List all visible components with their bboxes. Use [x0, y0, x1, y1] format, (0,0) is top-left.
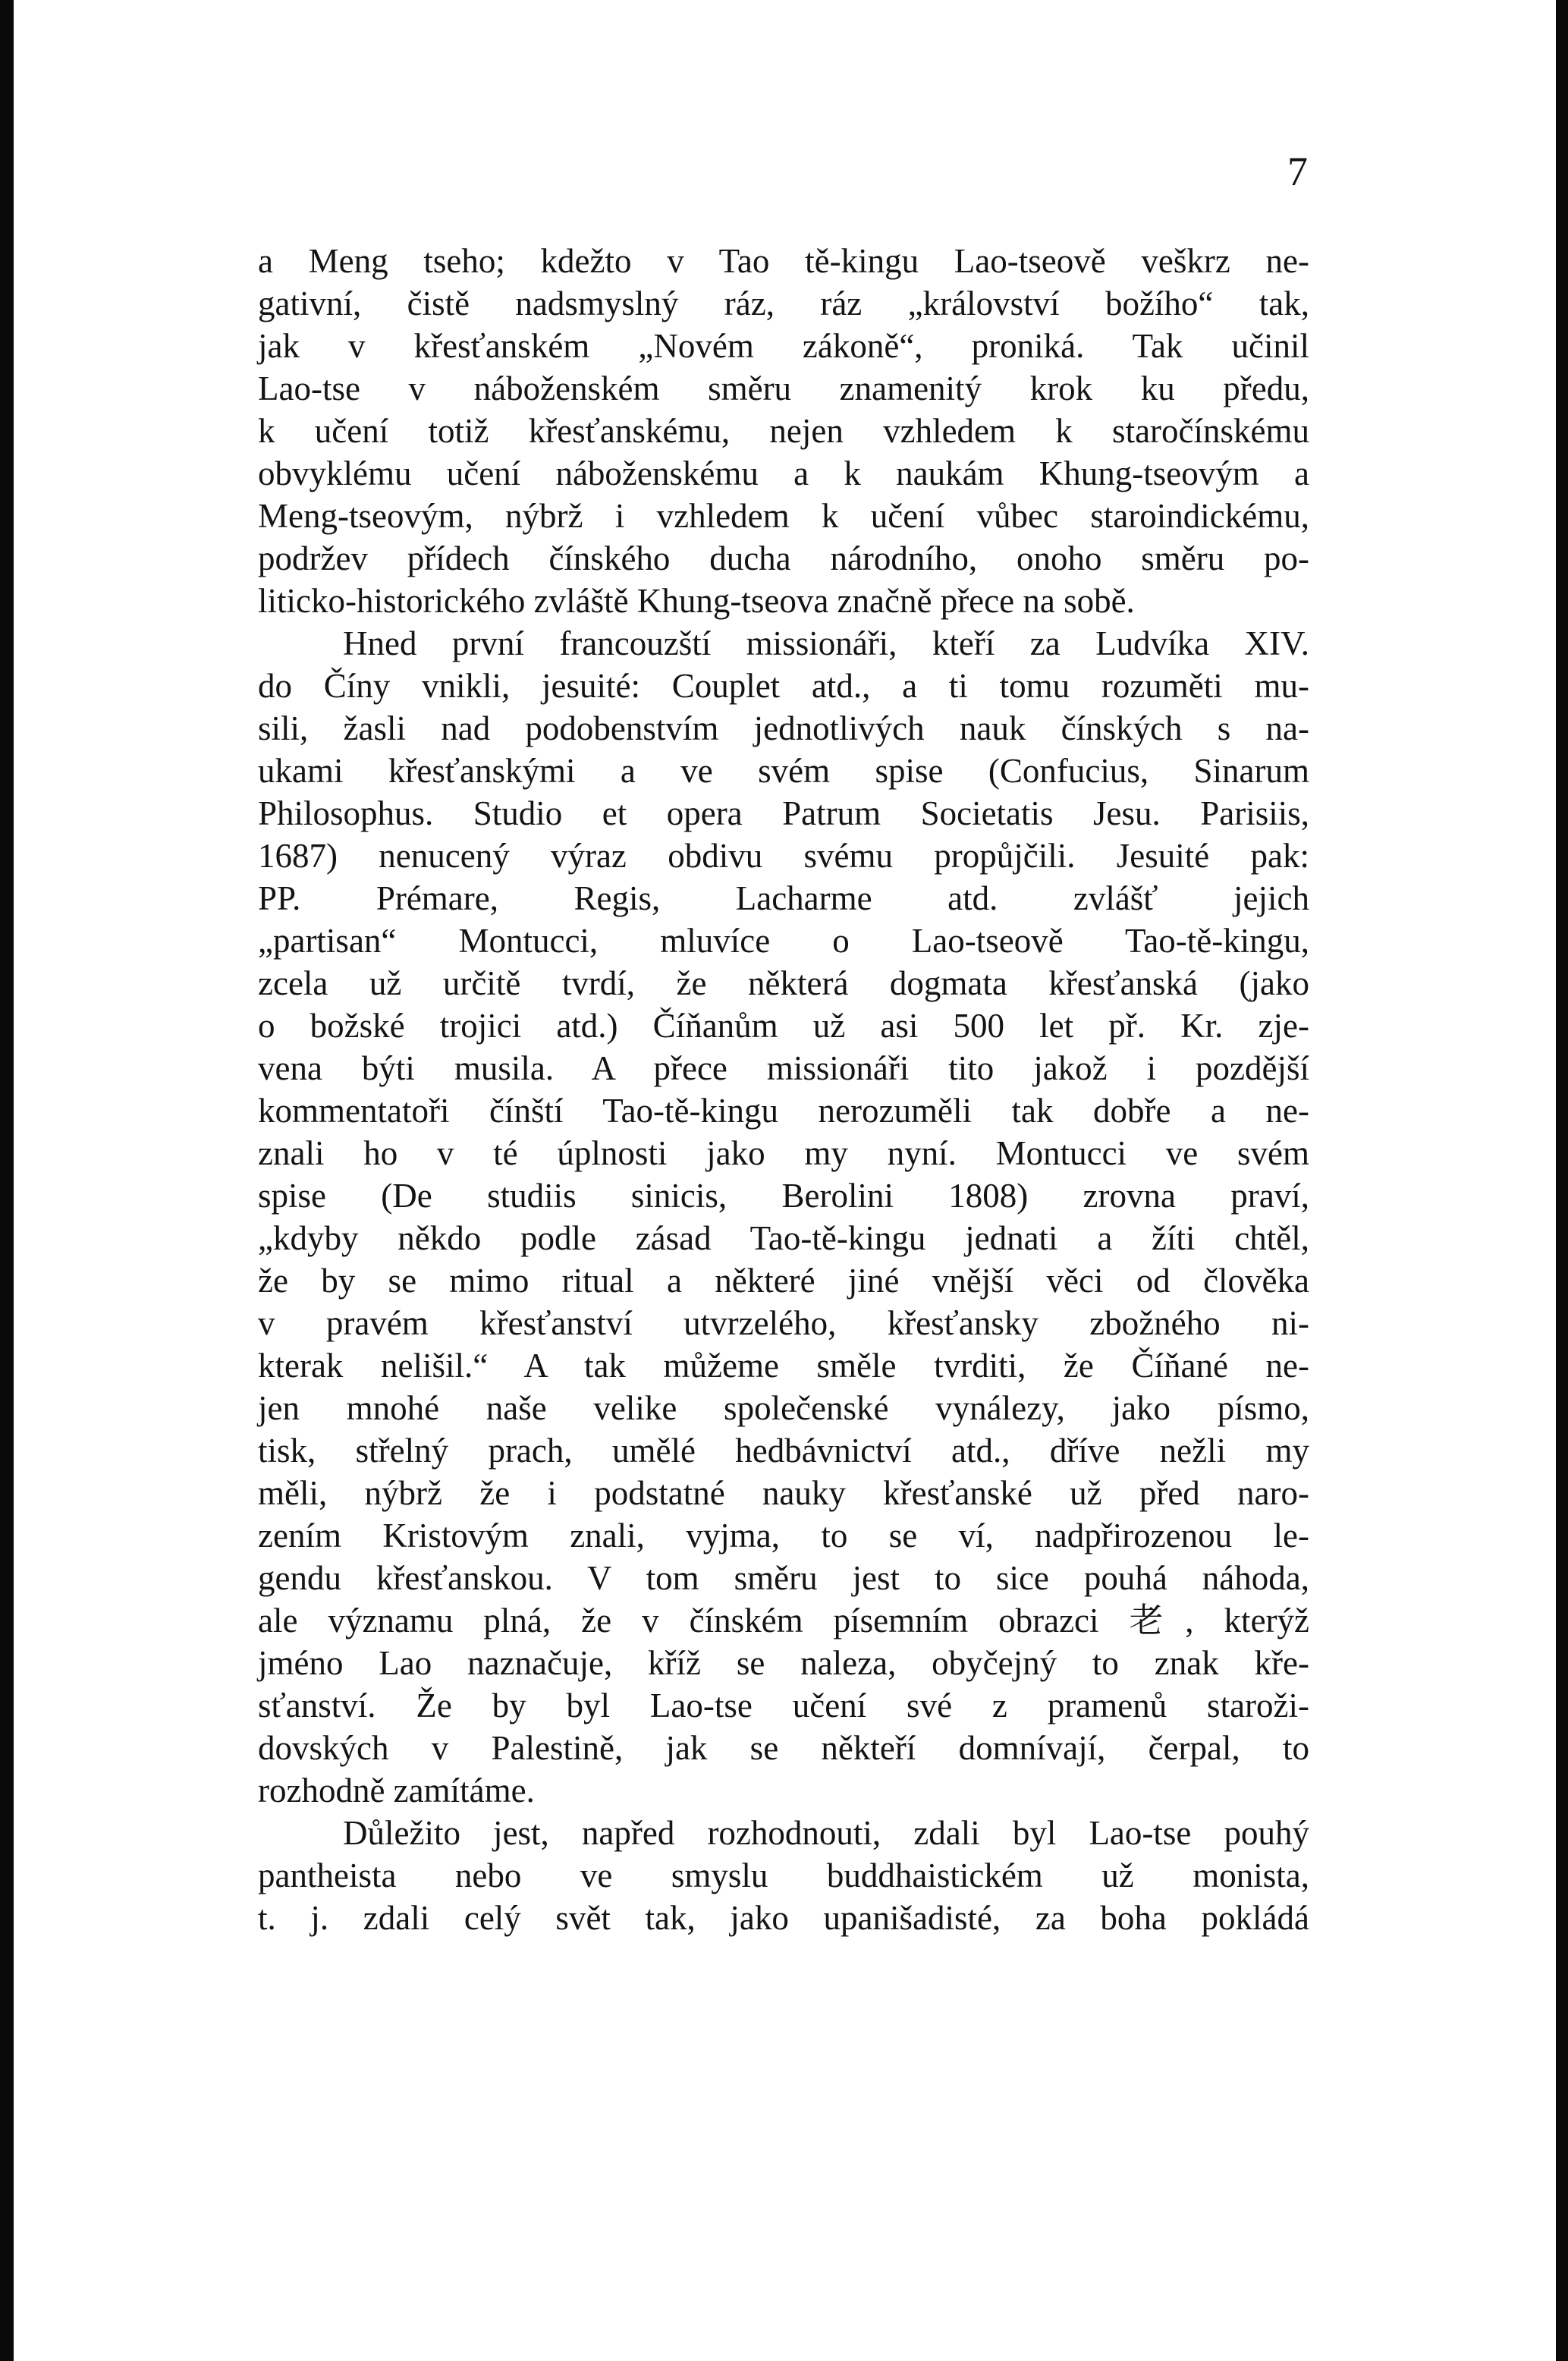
- text-line: do Číny vnikli, jesuité: Couplet atd., a ti tomu rozuměti mu-: [258, 667, 1309, 705]
- text-line: dovských v Palestině, jak se někteří domnívají, čerpal, to: [258, 1729, 1309, 1767]
- paragraph-first-line: Hned první francouzští missionáři, kteří za Ludvíka XIV.: [343, 624, 1309, 662]
- text-line: k učení totiž křesťanskému, nejen vzhledem k staročínskému: [258, 412, 1309, 450]
- text-line: pantheista nebo ve smyslu buddhaistickém už monista,: [258, 1856, 1309, 1894]
- text-line: jak v křesťanském „Novém zákoně“, proniká. Tak učinil: [258, 327, 1309, 365]
- text-line: o božské trojici atd.) Číňanům už asi 500 let př. Kr. zje-: [258, 1007, 1309, 1045]
- page-number: 7: [1287, 149, 1308, 194]
- text-line: 1687) nenucený výraz obdivu svému propůjčili. Jesuité pak:: [258, 837, 1309, 875]
- text-line: kterak nelišil.“ A tak můžeme směle tvrditi, že Číňané ne-: [258, 1347, 1309, 1385]
- text-line: ukami křesťanskými a ve svém spise (Confucius, Sinarum: [258, 752, 1309, 790]
- text-line: „kdyby někdo podle zásad Tao-tě-kingu jednati a žíti chtěl,: [258, 1219, 1309, 1257]
- text-line: obvyklému učení náboženskému a k naukám Khung-tseovým a: [258, 454, 1309, 492]
- text-line: Meng-tseovým, nýbrž i vzhledem k učení vůbec staroindickému,: [258, 497, 1309, 535]
- text-line: sťanství. Že by byl Lao-tse učení své z pramenů staroži-: [258, 1687, 1309, 1724]
- text-line-with-chinese-character: ale významu plná, že v čínském písemním obrazci 老, kterýž: [258, 1602, 1309, 1639]
- text-line: znali ho v té úplnosti jako my nyní. Montucci ve svém: [258, 1134, 1309, 1172]
- text-line: Philosophus. Studio et opera Patrum Societatis Jesu. Parisiis,: [258, 794, 1309, 832]
- scan-border-right: [1556, 0, 1568, 2361]
- text-line: spise (De studiis sinicis, Berolini 1808) zrovna praví,: [258, 1177, 1309, 1215]
- text-line: a Meng tseho; kdežto v Tao tě-kingu Lao-tseově veškrz ne-: [258, 242, 1309, 280]
- text-line: rozhodně zamítáme.: [258, 1772, 535, 1809]
- text-line: vena býti musila. A přece missionáři tito jakož i pozdější: [258, 1049, 1309, 1087]
- text-line: gendu křesťanskou. V tom směru jest to sice pouhá náhoda,: [258, 1559, 1309, 1597]
- paragraph-first-line: Důležito jest, napřed rozhodnouti, zdali byl Lao-tse pouhý: [343, 1814, 1309, 1852]
- scan-border-left: [0, 0, 14, 2361]
- text-line: zcela už určitě tvrdí, že některá dogmata křesťanská (jako: [258, 964, 1309, 1002]
- text-line: PP. Prémare, Regis, Lacharme atd. zvlášť jejich: [258, 879, 1309, 917]
- text-line: jméno Lao naznačuje, kříž se naleza, obyčejný to znak kře-: [258, 1644, 1309, 1682]
- text-line: sili, žasli nad podobenstvím jednotlivých nauk čínských s na-: [258, 709, 1309, 747]
- text-line: liticko-historického zvláště Khung-tseova značně přece na sobě.: [258, 582, 1135, 620]
- text-line: tisk, střelný prach, umělé hedbávnictví atd., dříve nežli my: [258, 1432, 1309, 1470]
- text-line: v pravém křesťanství utvrzelého, křesťansky zbožného ni-: [258, 1304, 1309, 1342]
- text-line: měli, nýbrž že i podstatné nauky křesťanské už před naro-: [258, 1474, 1309, 1512]
- text-line: jen mnohé naše velike společenské vynálezy, jako písmo,: [258, 1389, 1309, 1427]
- text-line: t. j. zdali celý svět tak, jako upanišadisté, za boha pokládá: [258, 1899, 1309, 1937]
- text-line: zením Kristovým znali, vyjma, to se ví, nadpřirozenou le-: [258, 1517, 1309, 1555]
- text-line: podržev přídech čínského ducha národního, onoho směru po-: [258, 539, 1309, 577]
- text-line: kommentatoři čínští Tao-tě-kingu nerozuměli tak dobře a ne-: [258, 1092, 1309, 1130]
- text-line: Lao-tse v náboženském směru znamenitý krok ku předu,: [258, 369, 1309, 407]
- text-line: gativní, čistě nadsmyslný ráz, ráz „království božího“ tak,: [258, 285, 1309, 322]
- text-line: že by se mimo ritual a některé jiné vnější věci od člověka: [258, 1262, 1309, 1300]
- text-line: „partisan“ Montucci, mluvíce o Lao-tseově Tao-tě-kingu,: [258, 922, 1309, 960]
